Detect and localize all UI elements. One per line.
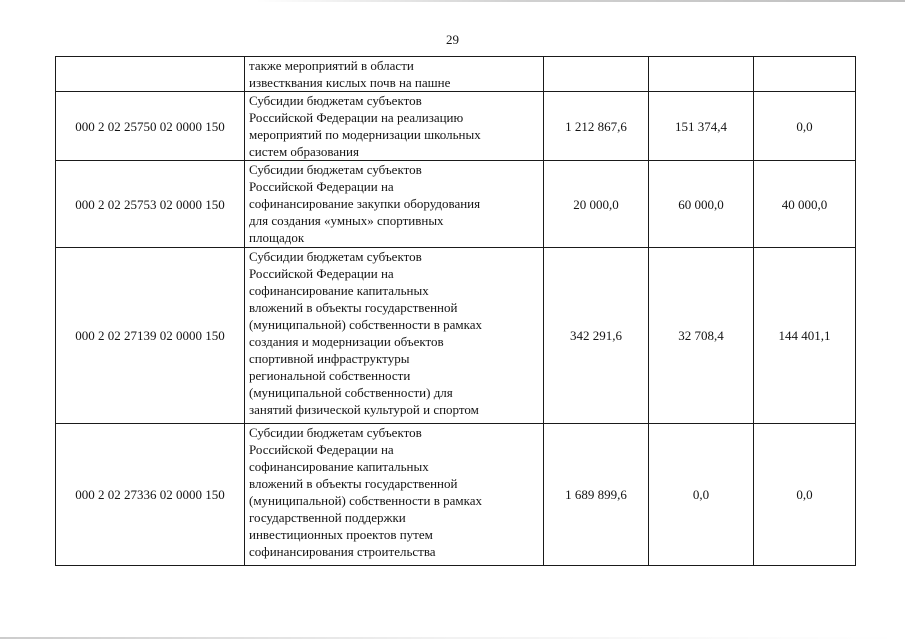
table-row bbox=[56, 57, 856, 92]
value-cell-2: 151 374,4 bbox=[649, 92, 754, 161]
description-cell bbox=[245, 57, 544, 92]
description-cell bbox=[245, 161, 544, 248]
budget-code-cell: 000 2 02 25753 02 0000 150 bbox=[56, 161, 245, 248]
value-cell-1: 342 291,6 bbox=[544, 248, 649, 424]
description-cell bbox=[245, 248, 544, 424]
budget-table bbox=[55, 56, 856, 566]
description-text: Субсидии бюджетам субъектов Российской Федерации на софинансирование капитальных вложений в объекты государственной (муниципальной) собственности в рамках государственной поддержки инвестиционных проектов путем софинансирования строительства bbox=[249, 425, 482, 559]
value-cell-1: 20 000,0 bbox=[544, 161, 649, 248]
value-cell-3: 0,0 bbox=[754, 92, 856, 161]
description-text: Субсидии бюджетам субъектов Российской Федерации на реализацию мероприятий по модернизации школьных систем образования bbox=[249, 93, 481, 159]
value-cell-3: 0,0 bbox=[754, 424, 856, 566]
table-row bbox=[56, 424, 856, 566]
page-number: 29 bbox=[446, 32, 459, 47]
budget-code-cell: 000 2 02 27139 02 0000 150 bbox=[56, 248, 245, 424]
value-cell-3: 144 401,1 bbox=[754, 248, 856, 424]
value-cell-3 bbox=[754, 57, 856, 92]
table-row bbox=[56, 248, 856, 424]
value-cell-1: 1 689 899,6 bbox=[544, 424, 649, 566]
value-cell-2: 60 000,0 bbox=[649, 161, 754, 248]
table-row bbox=[56, 92, 856, 161]
table-row bbox=[56, 161, 856, 248]
budget-code-cell: 000 2 02 27336 02 0000 150 bbox=[56, 424, 245, 566]
value-cell-2: 0,0 bbox=[649, 424, 754, 566]
budget-code-cell: 000 2 02 25750 02 0000 150 bbox=[56, 92, 245, 161]
description-text: Субсидии бюджетам субъектов Российской Федерации на софинансирование закупки оборудования для создания «умных» спортивных площадок bbox=[249, 162, 481, 245]
description-cell bbox=[245, 424, 544, 566]
value-cell-1 bbox=[544, 57, 649, 92]
value-cell-3: 40 000,0 bbox=[754, 161, 856, 248]
value-cell-1: 1 212 867,6 bbox=[544, 92, 649, 161]
description-text: также мероприятий в области известквания кислых почв на пашне bbox=[249, 58, 451, 90]
value-cell-2: 32 708,4 bbox=[649, 248, 754, 424]
value-cell-2 bbox=[649, 57, 754, 92]
budget-code-cell bbox=[56, 57, 245, 92]
description-cell bbox=[245, 92, 544, 161]
scan-edge-top bbox=[255, 0, 905, 2]
description-text: Субсидии бюджетам субъектов Российской Федерации на софинансирование капитальных вложений в объекты государственной (муниципальной) собственности в рамках создания и модернизации объектов спортивной инфраструктуры региональной собственности (муниципальной собственности) для занятий физической культурой и спортом bbox=[249, 249, 482, 417]
